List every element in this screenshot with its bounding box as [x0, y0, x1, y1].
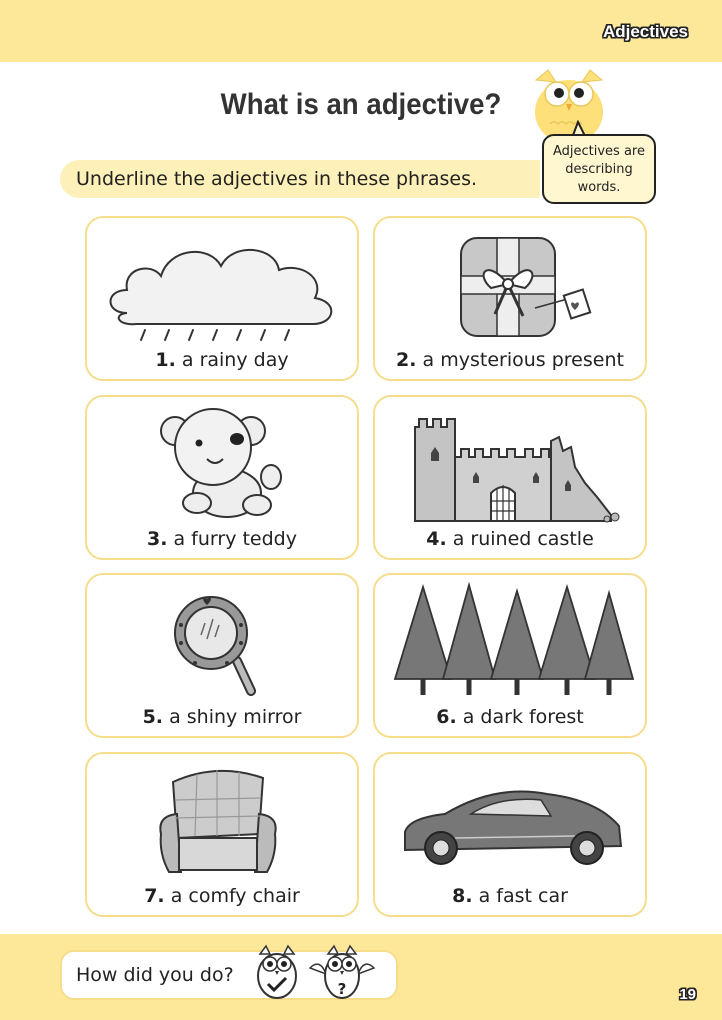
- mirror-icon: [87, 575, 361, 705]
- car-icon: [375, 754, 649, 884]
- phrase-label: 3. a furry teddy: [147, 528, 297, 550]
- phrase-card-4: [373, 395, 647, 560]
- phrase-card-3: [85, 395, 359, 560]
- section-tag: Adjectives: [602, 22, 688, 41]
- phrase-card-8: [373, 752, 647, 917]
- page-title: What is an adjective?: [220, 88, 502, 121]
- castle-icon: [375, 397, 649, 527]
- phrase-label: 7. a comfy chair: [144, 885, 300, 907]
- owl-tick-icon[interactable]: [254, 944, 300, 1002]
- instruction-text: Underline the adjectives in these phrases.: [76, 168, 478, 190]
- chair-icon: [87, 754, 361, 884]
- phrase-card-7: [85, 752, 359, 917]
- phrase-label: 4. a ruined castle: [426, 528, 594, 550]
- owl-question-icon[interactable]: [306, 944, 378, 1002]
- owl-icon: [528, 66, 610, 144]
- phrase-label: 6. a dark forest: [436, 706, 584, 728]
- phrase-card-5: [85, 573, 359, 738]
- forest-icon: [375, 575, 649, 705]
- phrase-card-6: [373, 573, 647, 738]
- phrase-label: 8. a fast car: [452, 885, 568, 907]
- phrase-card-2: [373, 216, 647, 381]
- phrase-label: 1. a rainy day: [155, 349, 289, 371]
- teddy-icon: [87, 397, 361, 527]
- phrase-label: 5. a shiny mirror: [142, 706, 302, 728]
- self-assessment-label: How did you do?: [76, 964, 234, 986]
- phrase-label: 2. a mysterious present: [396, 349, 624, 371]
- cloud-icon: [87, 218, 361, 348]
- instruction-banner: [60, 160, 540, 198]
- tip-bubble: Adjectives are describing words.: [542, 134, 656, 204]
- present-icon: [375, 218, 649, 348]
- page-number: 19: [679, 986, 696, 1003]
- phrase-card-1: [85, 216, 359, 381]
- svg-text:?: ?: [337, 980, 347, 998]
